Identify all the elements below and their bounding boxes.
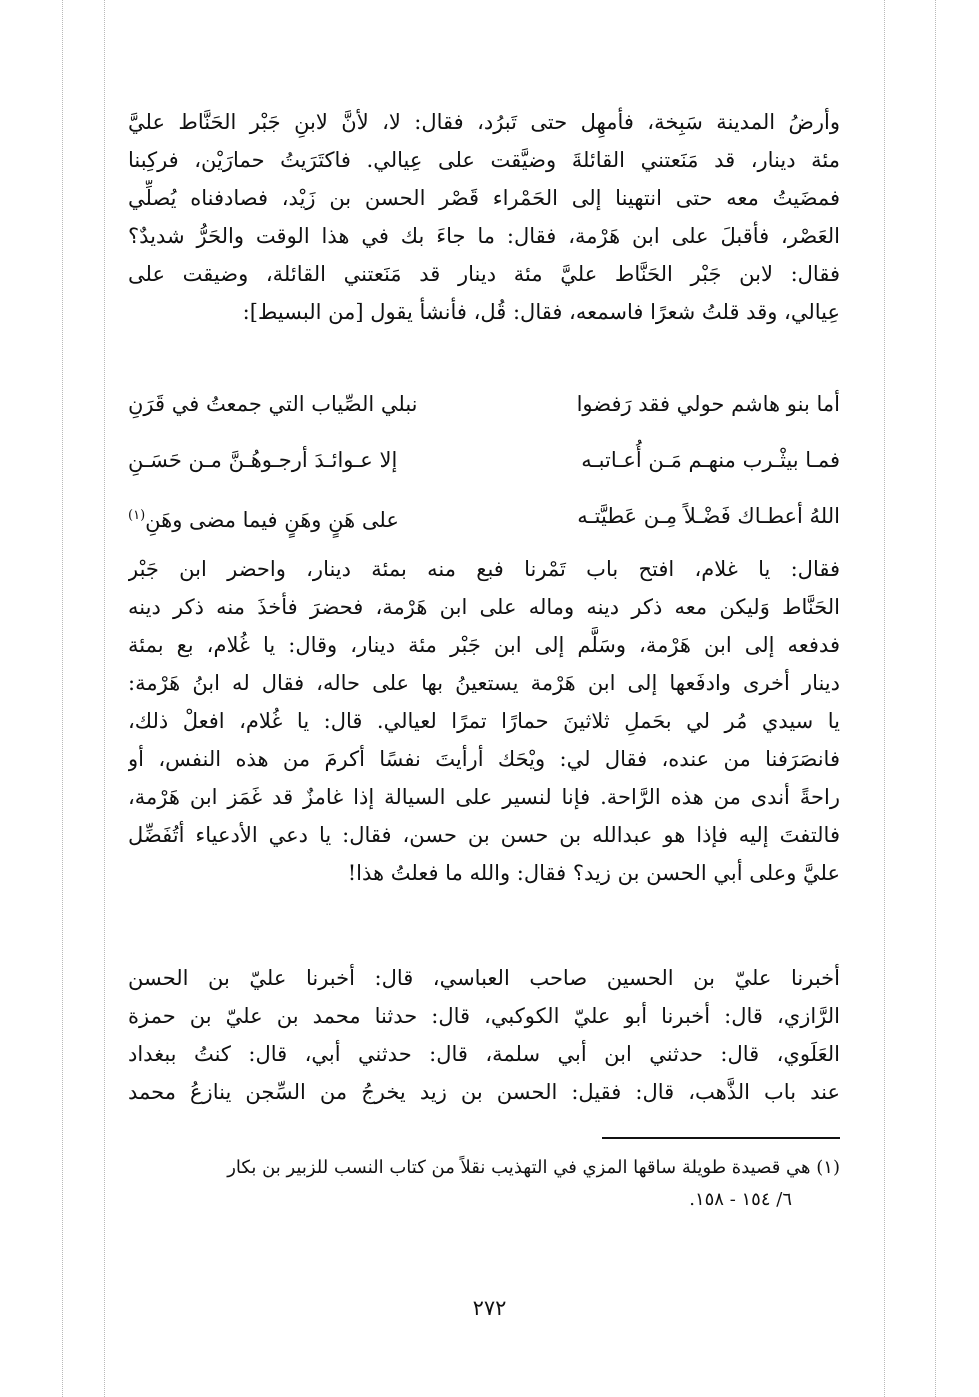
footnote-line: (١) هي قصيدة طويلة ساقها المزي في التهذيب نقلاً من كتاب النسب للزبير بن بكار bbox=[227, 1157, 840, 1178]
footnote-line: ٦/ ١٥٤ - ١٥٨. bbox=[689, 1189, 792, 1210]
poem-hemistich-second: نبلي الصِّياب التي جمعتُ في قَرَنِ bbox=[128, 392, 418, 416]
footnote-divider bbox=[602, 1137, 840, 1139]
text-line: يا سيدي مُر لي بحَملِ ثلاثينَ حمارًا تمرًا لعيالي. قال: يا غُلام، افعلْ ذلك، bbox=[128, 709, 840, 733]
text-line: فمضَيتُ معه حتى انتهينا إلى الحَمْراء قَصْر الحسن بن زَيْد، فصادفناه يُصلِّي bbox=[128, 186, 840, 210]
poem-text: على هَنٍ وهَنٍ فيما مضى وهَنِ bbox=[145, 508, 399, 532]
footnote-marker: (١) bbox=[128, 508, 146, 523]
text-line: أخبرنا عليّ بن الحسين صاحب العباسي، قال: أخبرنا عليّ بن الحسن bbox=[128, 966, 840, 990]
text-line: عند باب الذَّهب، قال: فقيل: الحسن بن زيد يخرجُ من السِّجن ينازعُ محمد bbox=[128, 1080, 840, 1104]
text-line: فالتفتَ إليه فإذا هو عبدالله بن حسن بن حسن، فقال: يا دعي الأدعياء أتُفَضِّل bbox=[128, 823, 840, 847]
text-line: عليَّ وعلى أبي الحسن بن زيد؟ فقال: والله ما فعلتُ هذا! bbox=[347, 861, 840, 885]
poem-hemistich-first: فمـا بيثْـرب منهـم مَـن أُعـاتبـه bbox=[581, 448, 840, 472]
footnote bbox=[128, 1152, 840, 1216]
poem-hemistich-second: إلا عـوائـدَ أرجـوهُـنَّ مـن حَسَـنِ bbox=[128, 448, 398, 472]
poem-hemistich-first: اللهُ أعطـاك فَضْـلاً مِـن عَطيَّتـه bbox=[577, 504, 840, 528]
text-line: العَصْر، فأقبلَ على ابن هَرْمة، فقال: ما جاءَ بك في هذا الوقت والحَرُّ شديدٌ؟ bbox=[128, 224, 840, 248]
scan-edge-right bbox=[884, 0, 885, 1397]
poem-hemistich-second bbox=[128, 498, 399, 538]
scan-edge-left-inner bbox=[104, 0, 105, 1397]
text-line: الحَنَّاط وَليكن معه ذكر دينه وماله على ابن هَرْمة، فحضرَ فأخذَ منه ذكر دينه bbox=[128, 595, 840, 619]
text-line: دينار أخرى وادفَعها إلى ابن هَرْمة يستعينُ بها على حاله، فقال له ابنُ هَرْمة: bbox=[128, 671, 840, 695]
text-line: فانصَرَفنا من عنده، فقال لي: ويْحَك أرأيتَ نفسًا أكرمَ من هذه النفس، أو bbox=[128, 747, 840, 771]
poem-verse bbox=[128, 386, 840, 422]
text-line: فدفعه إلى ابن هَرْمة، وسَلَّم إلى ابن جَبْر مئة دينار، وقال: يا غُلام، بع بمئة bbox=[128, 633, 840, 657]
text-line: وأرضُ المدينة سَبِخة، فأمهِل حتى تَبرُد، فقال: لا، لأنَّ لابنِ جَبْر الحَنَّاط عليَّ bbox=[128, 110, 840, 134]
text-line: فقال: يا غلام، افتح باب تَمْرنا فبع منه بمئة دينار، واحضر ابن جَبْر bbox=[128, 557, 840, 581]
scan-edge-left bbox=[62, 0, 63, 1397]
text-line: عِيالي، وقد قلتُ شعرًا فاسمعه، فقال: قُل، فأنشأ يقول [من البسيط]: bbox=[242, 300, 840, 324]
text-line: مئة دينار، قد مَنَعتني القائلةَ وضيَّقت على عِيالي. فاكتَرَيتُ حمارَيْن، فركِبنا bbox=[128, 148, 840, 172]
poem-verse bbox=[128, 498, 840, 534]
page-number: ٢٧٢ bbox=[472, 1296, 507, 1320]
text-line: فقال: لابن جَبْر الحَنَّاط عليَّ مئة دينار قد مَنَعتني القائلة، وضيقت على bbox=[128, 262, 840, 286]
poem-verse bbox=[128, 442, 840, 478]
text-line: راحةً أندى من هذه الرَّاحة. فإنا لنسير على السيالة إذا غامزٌ قد غَمَز ابن هَرْمة، bbox=[128, 785, 840, 809]
scan-edge-right-outer bbox=[935, 0, 936, 1397]
text-line: العَلَوي، قال: حدثني ابن أبي سلمة، قال: حدثني أبي، قال: كنتُ ببغداد bbox=[128, 1042, 840, 1066]
text-line: الرَّازي، قال: أخبرنا أبو عليّ الكوكبي، قال: حدثنا محمد بن عليّ بن حمزة bbox=[128, 1004, 840, 1028]
poem-hemistich-first: أما بنو هاشم حولي فقد رَفضوا bbox=[576, 392, 840, 416]
